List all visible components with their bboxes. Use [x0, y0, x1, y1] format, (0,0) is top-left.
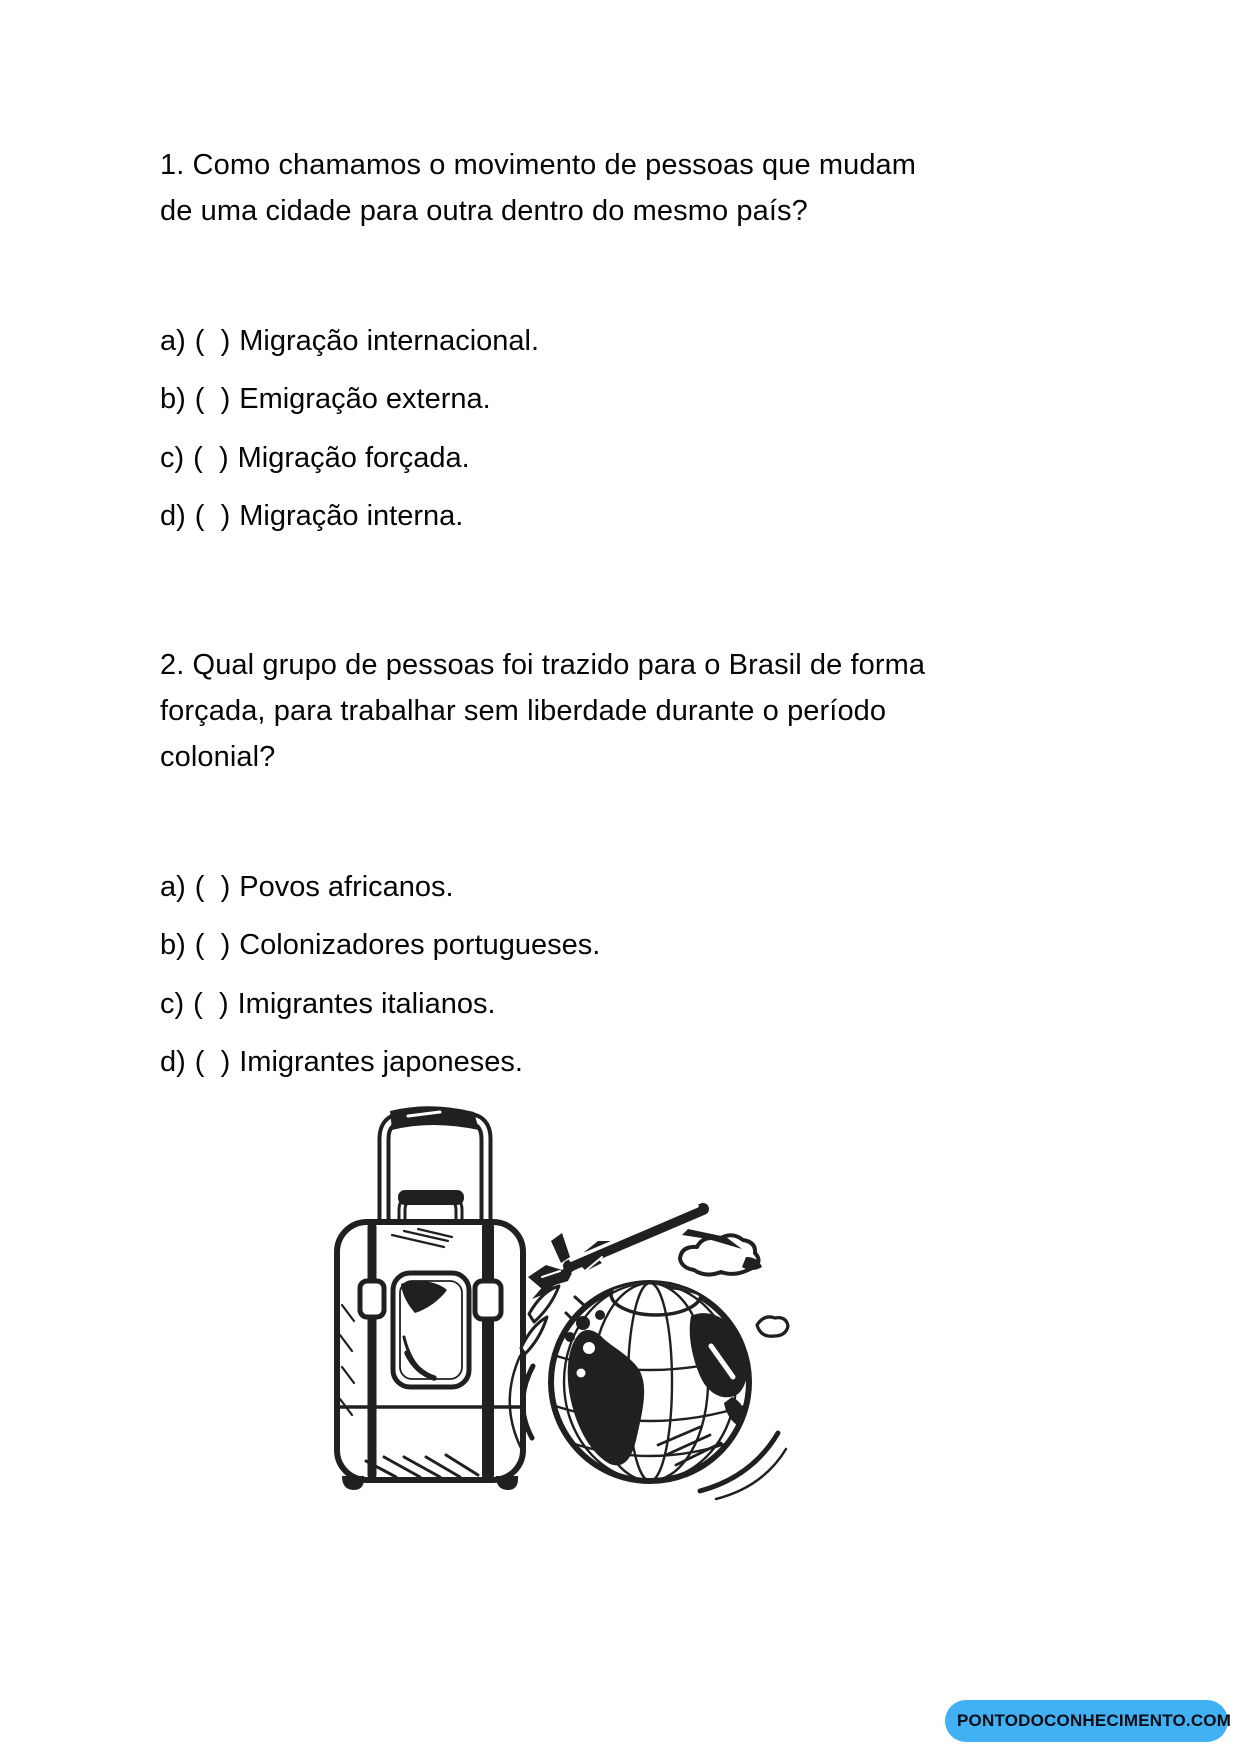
option-text: Migração forçada. [237, 441, 470, 474]
option-text: Migração internacional. [239, 325, 540, 357]
option-letter: b) [160, 383, 186, 416]
option-row-1b [160, 382, 491, 417]
travel-illustration [280, 1085, 790, 1505]
option-letter: c) [160, 987, 185, 1020]
option-checkbox[interactable]: ( ) [194, 871, 231, 903]
option-row-2c [160, 987, 496, 1022]
option-row-1a [160, 324, 539, 359]
question-line: colonial? [160, 741, 276, 773]
option-checkbox[interactable]: ( ) [194, 325, 231, 357]
question-line: forçada, para trabalhar sem liberdade durante o período [160, 695, 887, 727]
option-letter: b) [160, 929, 186, 962]
option-row-1c [160, 441, 470, 476]
option-text: Emigração externa. [239, 383, 491, 416]
question-line: de uma cidade para outra dentro do mesmo país? [160, 195, 808, 227]
option-row-2a [160, 870, 454, 905]
option-text: Migração interna. [239, 500, 464, 533]
option-checkbox[interactable]: ( ) [194, 383, 231, 416]
option-text: Imigrantes italianos. [237, 987, 496, 1020]
option-letter: c) [160, 441, 185, 474]
brand-text: PONTODOCONHECIMENTO.COM [957, 1711, 1232, 1730]
question-text-1 [160, 142, 916, 234]
option-row-2d [160, 1045, 523, 1080]
option-row-2b [160, 928, 600, 963]
option-text: Imigrantes japoneses. [239, 1046, 523, 1079]
option-letter: a) [160, 871, 186, 903]
option-checkbox[interactable]: ( ) [193, 441, 229, 474]
option-checkbox[interactable]: ( ) [194, 1046, 231, 1079]
question-line: 1. Como chamamos o movimento de pessoas que mudam [160, 149, 917, 181]
option-checkbox[interactable]: ( ) [193, 987, 229, 1020]
option-letter: d) [160, 500, 186, 533]
option-checkbox[interactable]: ( ) [194, 500, 231, 533]
option-letter: a) [160, 325, 186, 357]
globe-drawing [551, 1273, 749, 1483]
brand-pill[interactable] [945, 1700, 1232, 1742]
question-text-2 [160, 642, 925, 780]
question-line: 2. Qual grupo de pessoas foi trazido para o Brasil de forma [160, 649, 926, 681]
option-text: Colonizadores portugueses. [239, 929, 601, 962]
option-letter: d) [160, 1046, 186, 1079]
option-checkbox[interactable]: ( ) [194, 929, 231, 962]
suitcase-drawing [337, 1106, 523, 1490]
option-text: Povos africanos. [239, 871, 454, 903]
option-row-1d [160, 499, 463, 534]
